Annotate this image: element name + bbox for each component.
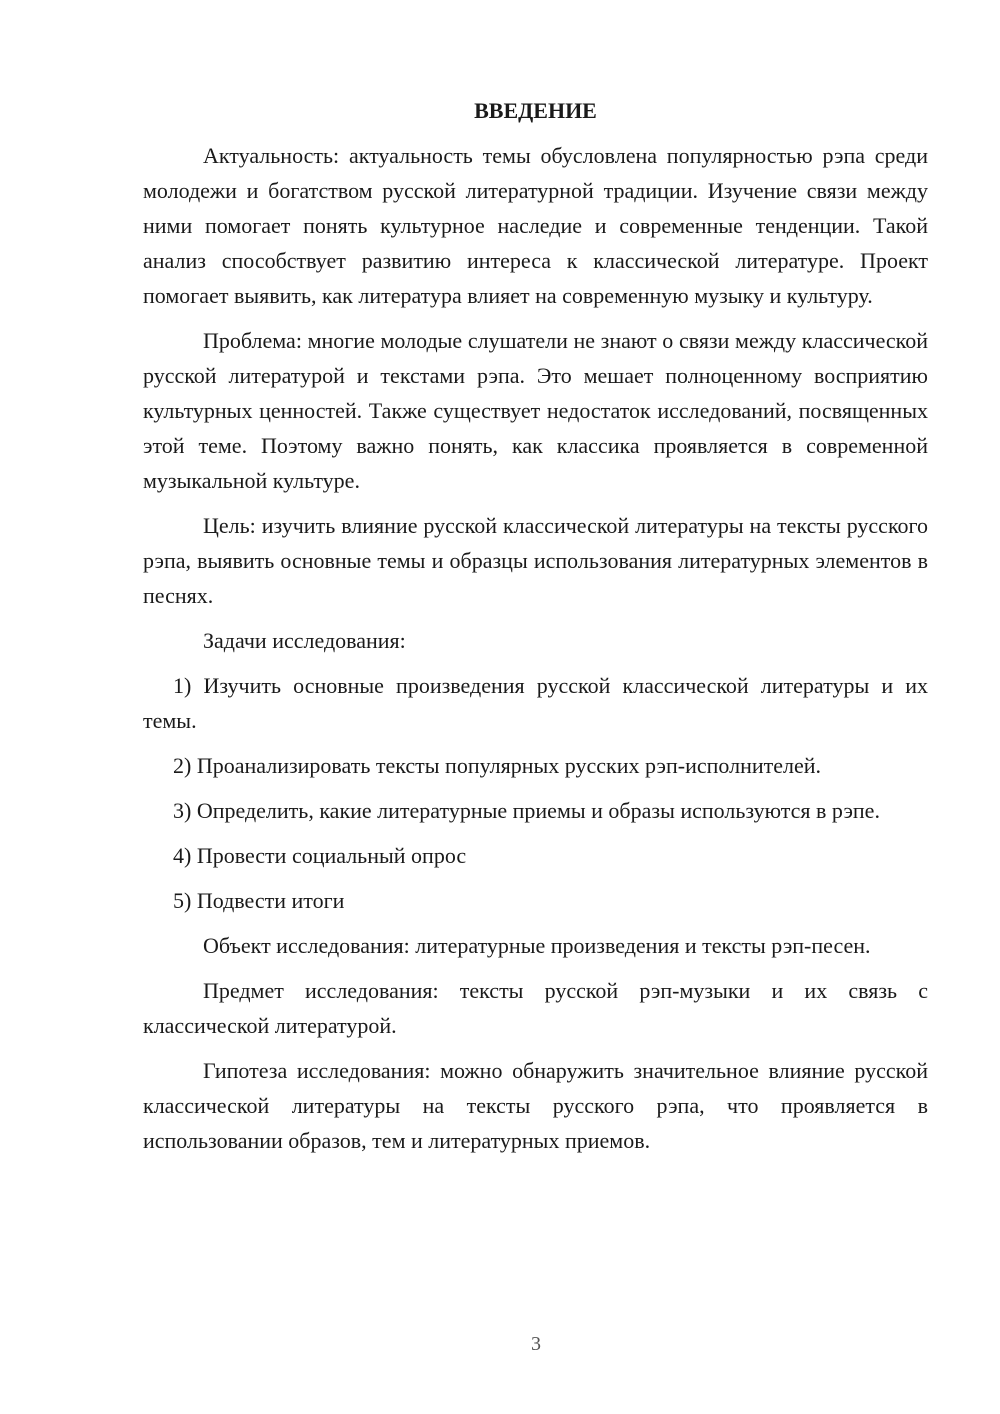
goal-paragraph: Цель: изучить влияние русской классической литературы на тексты русского рэпа, выявить основные темы и образцы использования литературных элементов в песнях. (143, 513, 928, 608)
task-item: 4) Провести социальный опрос (173, 843, 467, 868)
subject-paragraph: Предмет исследования: тексты русской рэп-музыки и их связь с классической литературой. (143, 978, 928, 1038)
page-number: 3 (531, 1333, 541, 1355)
object-paragraph: Объект исследования: литературные произведения и тексты рэп-песен. (203, 933, 871, 958)
problem-paragraph: Проблема: многие молодые слушатели не знают о связи между классической русской литературой и текстами рэпа. Это мешает полноценному восприятию культурных ценностей. Также существует недостаток исследований, посвященных этой теме. Поэтому важно понять, как классика проявляется в современной музыкальной культуре. (143, 328, 928, 493)
section-heading: ВВЕДЕНИЕ (474, 98, 597, 123)
tasks-title: Задачи исследования: (203, 628, 406, 653)
task-item: 5) Подвести итоги (173, 888, 345, 913)
hypothesis-paragraph: Гипотеза исследования: можно обнаружить значительное влияние русской классической литературы на тексты русского рэпа, что проявляется в использовании образов, тем и литературных приемов. (143, 1058, 928, 1153)
task-item: 2) Проанализировать тексты популярных русских рэп-исполнителей. (173, 753, 822, 778)
task-item: 1) Изучить основные произведения русской классической литературы и их темы. (143, 673, 928, 733)
relevance-paragraph: Актуальность: актуальность темы обусловлена популярностью рэпа среди молодежи и богатством русской литературной традиции. Изучение связи между ними помогает понять культурное наследие и современные тенденции. Такой анализ способствует развитию интереса к классической литературе. Проект помогает выявить, как литература влияет на современную музыку и культуру. (143, 143, 928, 308)
task-item: 3) Определить, какие литературные приемы и образы используются в рэпе. (173, 798, 880, 823)
page-content (143, 93, 928, 1168)
